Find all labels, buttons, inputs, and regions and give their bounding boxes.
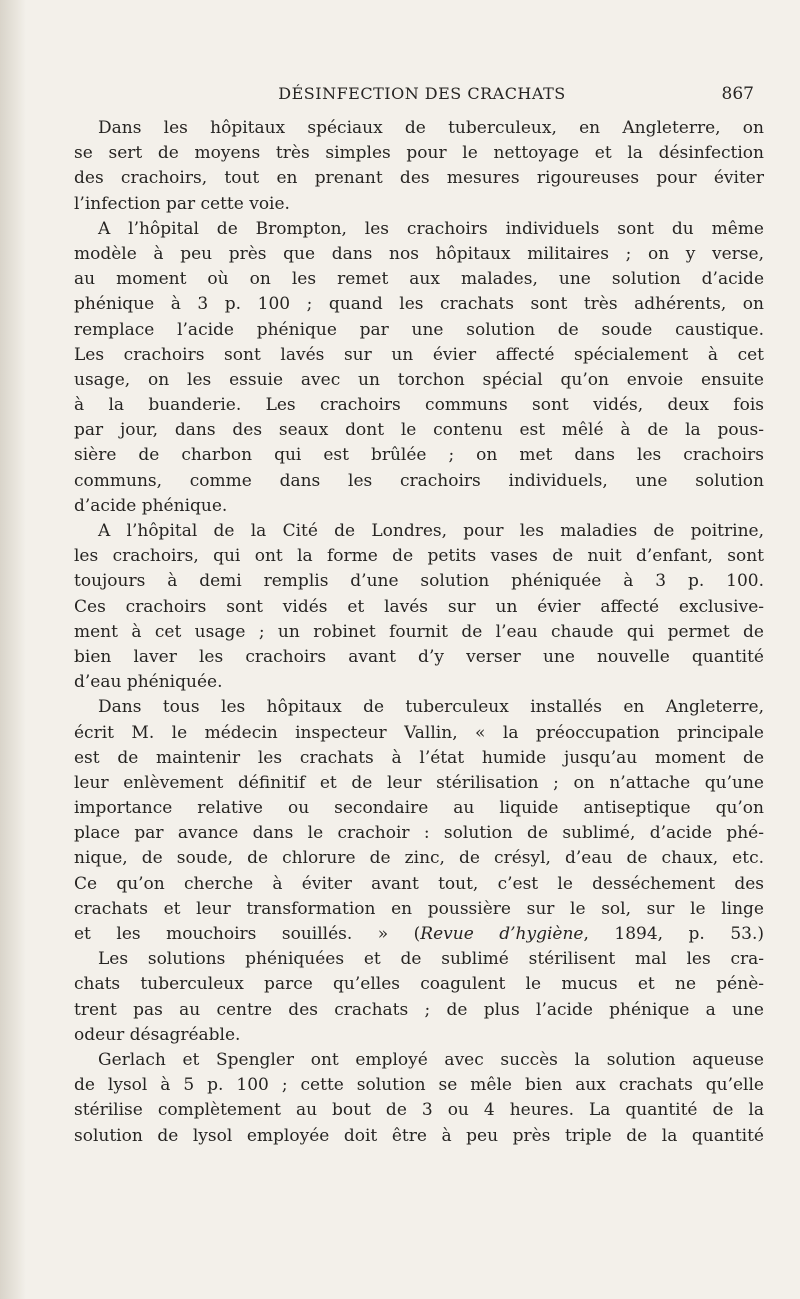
text-line: A l’hôpital de Brompton, les crachoirs individuels sont du même — [98, 218, 764, 239]
page-number: 867 — [721, 84, 754, 104]
text-line: leur enlèvement définitif et de leur stérilisation ; on n’attache qu’une — [74, 772, 764, 793]
citation-post: , 1894, p. 53.) — [583, 924, 764, 944]
text-line: chats tuberculeux parce qu’elles coagulent le mucus et ne pénè- — [74, 974, 764, 995]
text-line: les crachoirs, qui ont la forme de petits vases de nuit d’enfant, sont — [74, 546, 764, 567]
citation-journal-title: Revue d’hygiène — [420, 924, 584, 944]
text-line-citation — [74, 922, 764, 947]
text-line: par jour, dans des seaux dont le contenu est mêlé à de la pous- — [74, 420, 764, 441]
text-line: trent pas au centre des crachats ; de plus l’acide phénique a une — [74, 999, 764, 1020]
text-line: usage, on les essuie avec un torchon spécial qu’on envoie ensuite — [74, 369, 764, 390]
paragraph-3 — [74, 519, 764, 695]
text-line: stérilise complètement au bout de 3 ou 4 heures. La quantité de la — [74, 1100, 764, 1121]
text-line: d’acide phénique. — [74, 495, 228, 516]
body-text — [74, 116, 764, 1149]
text-line: phénique à 3 p. 100 ; quand les crachats sont très adhérents, on — [74, 294, 764, 315]
text-line: d’eau phéniquée. — [74, 672, 223, 693]
citation-pre: et les mouchoirs souillés. » ( — [74, 924, 421, 944]
text-line: l’infection par cette voie. — [74, 193, 290, 214]
text-line: Dans les hôpitaux spéciaux de tuberculeux, en Angleterre, on — [98, 118, 764, 138]
paragraph-2 — [74, 217, 764, 519]
text-line: communs, comme dans les crachoirs individuels, une solution — [74, 470, 764, 491]
text-line: remplace l’acide phénique par une solution de soude caustique. — [74, 319, 764, 340]
text-line: A l’hôpital de la Cité de Londres, pour les maladies de poitrine, — [98, 521, 764, 541]
text-line: bien laver les crachoirs avant d’y verser une nouvelle quantité — [74, 646, 764, 667]
text-line: au moment où on les remet aux malades, une solution d’acide — [74, 269, 764, 290]
text-line: crachats et leur transformation en poussière sur le sol, sur le linge — [74, 898, 764, 919]
text-line: odeur désagréable. — [74, 1024, 241, 1045]
text-line: à la buanderie. Les crachoirs communs sont vidés, deux fois — [74, 395, 764, 416]
text-line: importance relative ou secondaire au liquide antiseptique qu’on — [74, 798, 764, 819]
text-line: ment à cet usage ; un robinet fournit de l’eau chaude qui permet de — [74, 621, 764, 642]
text-line: Les solutions phéniquées et de sublimé stérilisent mal les cra- — [98, 949, 764, 970]
text-line: Ce qu’on cherche à éviter avant tout, c’est le desséchement des — [74, 873, 764, 894]
running-title: DÉSINFECTION DES CRACHATS — [278, 84, 566, 103]
text-line: de lysol à 5 p. 100 ; cette solution se mêle bien aux crachats qu’elle — [74, 1075, 764, 1096]
text-line: modèle à peu près que dans nos hôpitaux militaires ; on y verse, — [74, 243, 764, 264]
text-line: Dans tous les hôpitaux de tuberculeux installés en Angleterre, — [98, 697, 764, 718]
paragraph-6 — [74, 1048, 764, 1149]
paragraph-5 — [74, 947, 764, 1048]
text-line: Gerlach et Spengler ont employé avec succès la solution aqueuse — [98, 1049, 764, 1070]
text-line: se sert de moyens très simples pour le nettoyage et la désinfection — [74, 143, 764, 164]
text-line: solution de lysol employée doit être à peu près triple de la quantité — [74, 1125, 764, 1146]
paragraph-4 — [74, 695, 764, 947]
text-line: toujours à demi remplis d’une solution phéniquée à 3 p. 100. — [74, 571, 764, 592]
text-line: des crachoirs, tout en prenant des mesures rigoureuses pour éviter — [74, 168, 764, 189]
page-gutter-shadow — [0, 0, 26, 1299]
text-line: Les crachoirs sont lavés sur un évier affecté spécialement à cet — [74, 344, 764, 365]
text-line: est de maintenir les crachats à l’état humide jusqu’au moment de — [74, 747, 764, 768]
paragraph-1 — [74, 116, 764, 217]
text-line: écrit M. le médecin inspecteur Vallin, « la préoccupation principale — [74, 722, 764, 743]
text-line: place par avance dans le crachoir : solution de sublimé, d’acide phé- — [74, 823, 764, 844]
page-header — [90, 84, 754, 114]
text-line: sière de charbon qui est brûlée ; on met dans les crachoirs — [74, 445, 764, 466]
text-line: Ces crachoirs sont vidés et lavés sur un évier affecté exclusive- — [74, 596, 764, 617]
text-line: nique, de soude, de chlorure de zinc, de crésyl, d’eau de chaux, etc. — [74, 848, 764, 869]
